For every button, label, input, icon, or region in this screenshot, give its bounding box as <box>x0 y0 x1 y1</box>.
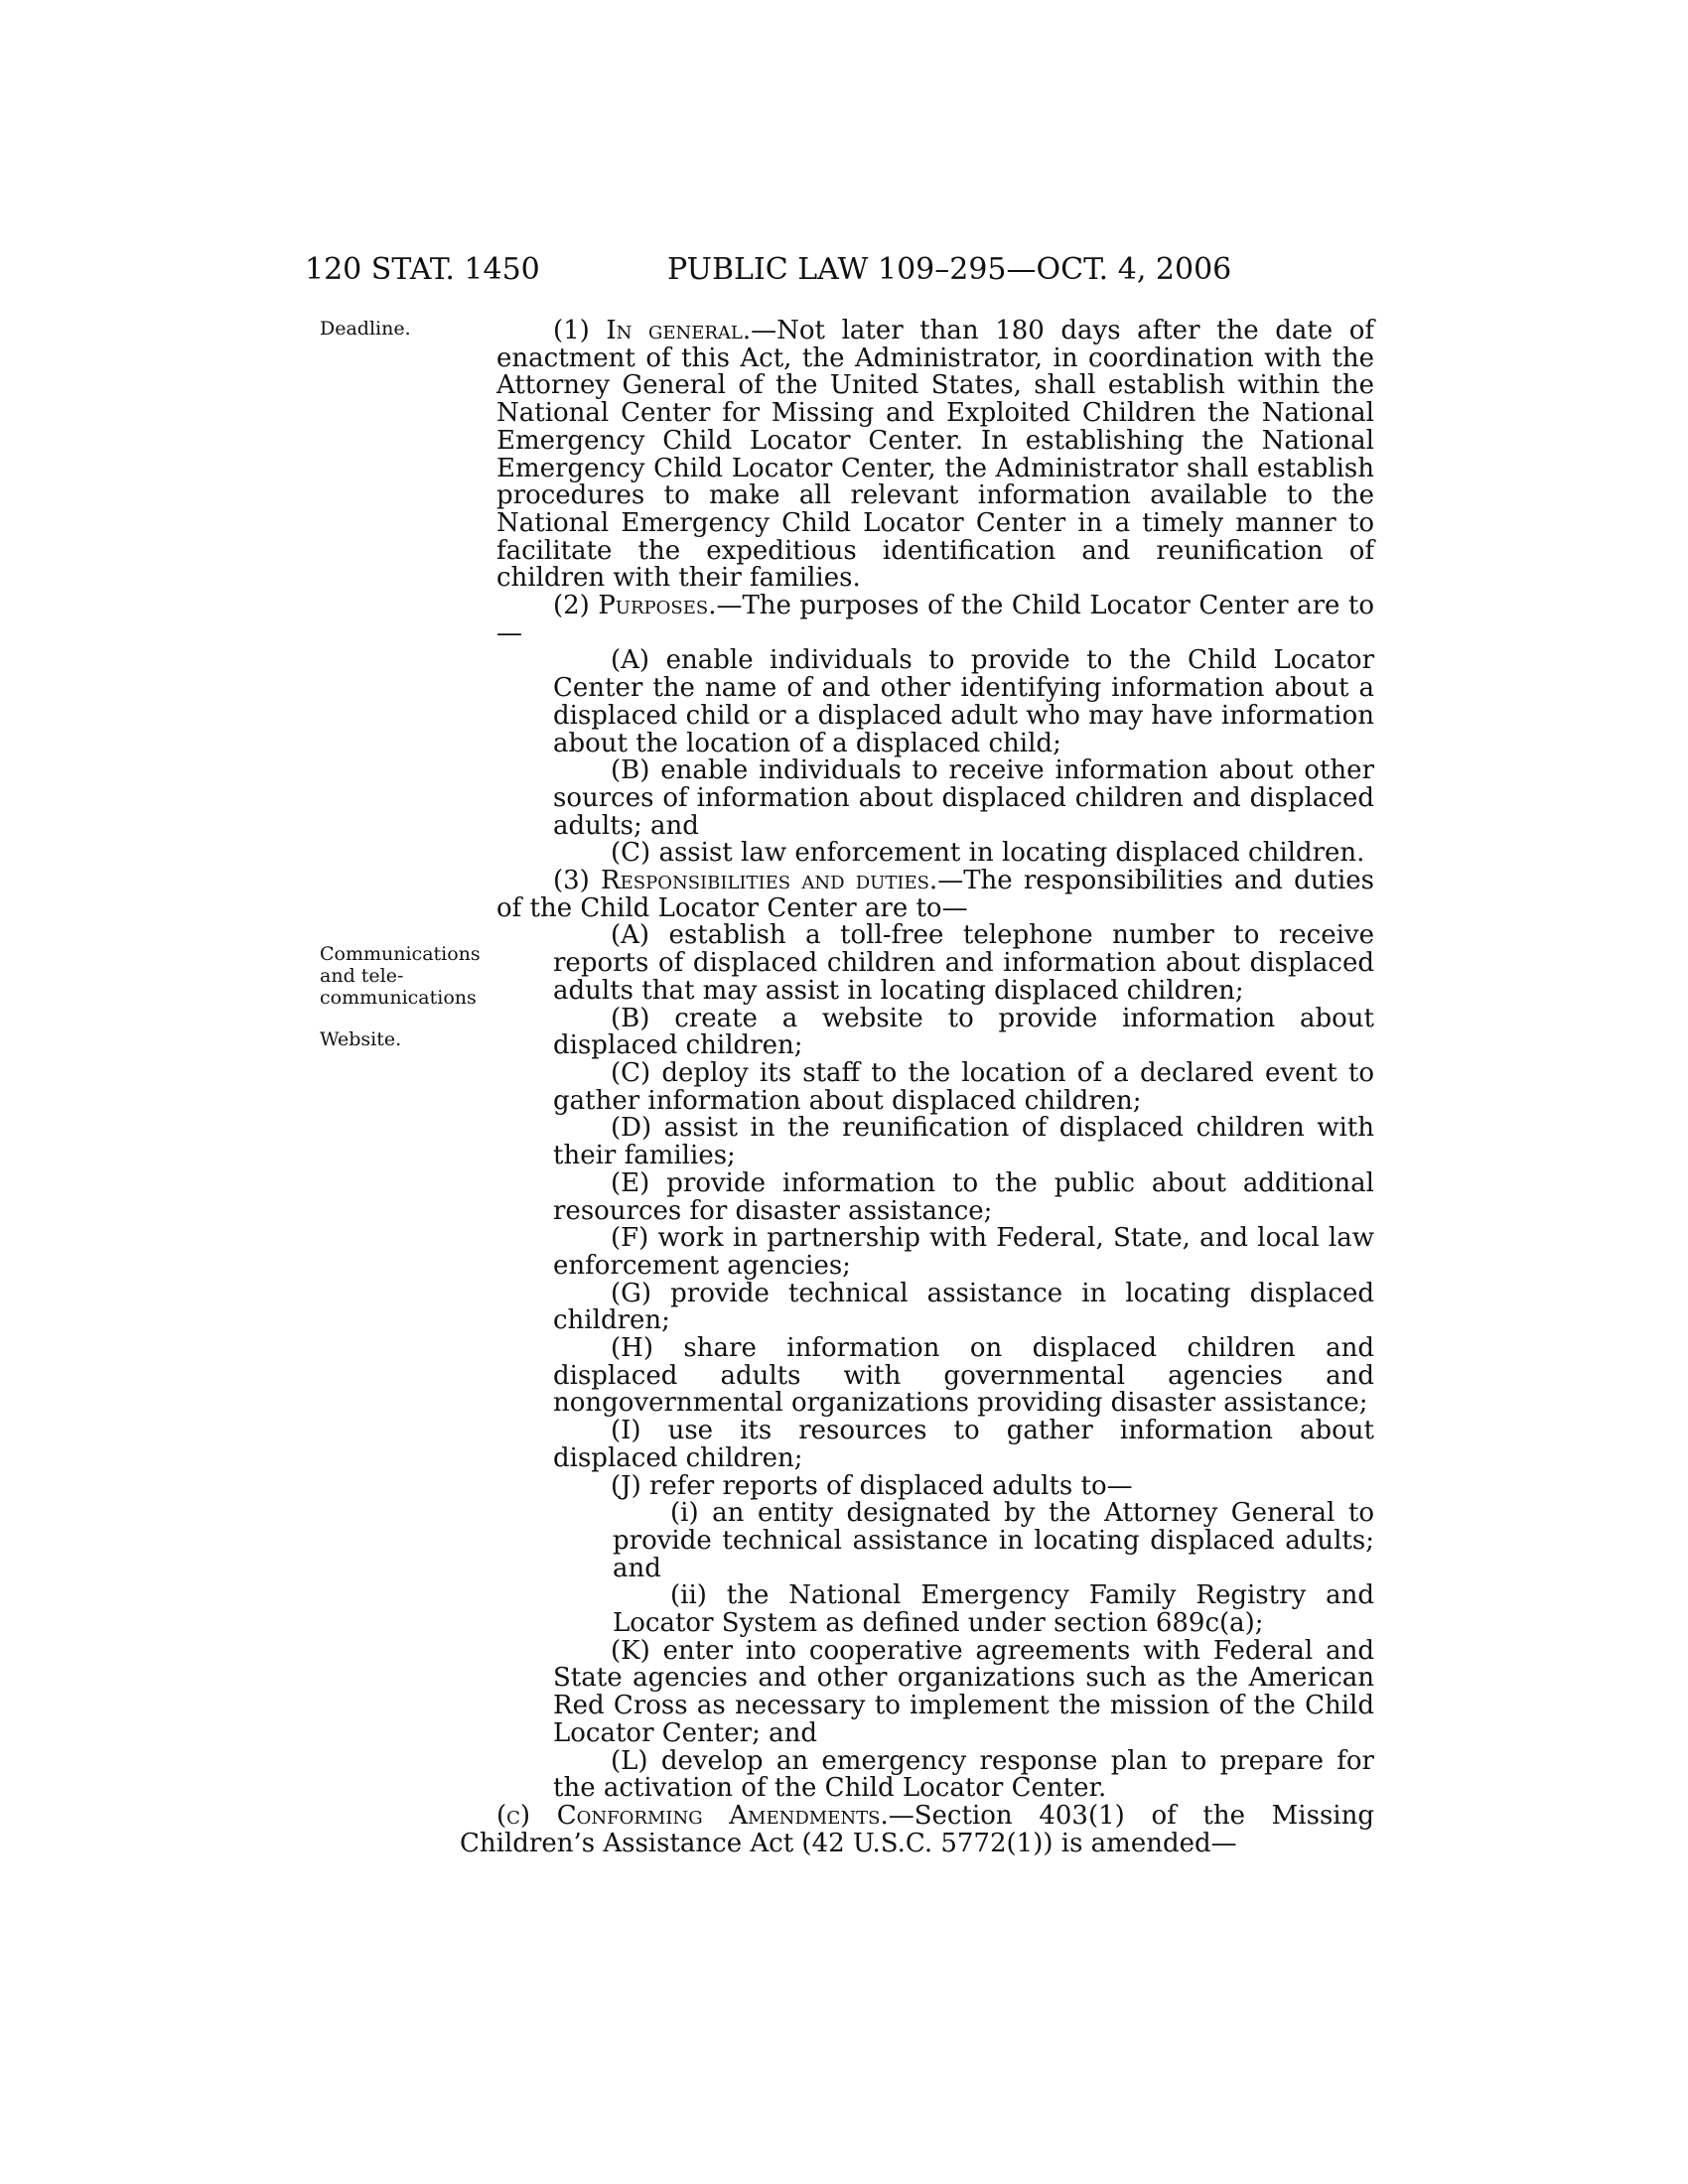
stat-page-number: 120 STAT. 1450 <box>305 252 540 287</box>
subparagraph-3j: (J) refer reports of displaced adults to— <box>611 1470 1133 1501</box>
paragraph-2 <box>496 593 1374 647</box>
margin-note-website: Website. <box>320 1028 402 1050</box>
subparagraph-3d: (D) assist in the reunification of displaced children with their families; <box>553 1113 1374 1171</box>
subparagraph-3e: (E) provide information to the public about additional resources for disaster assistance; <box>553 1167 1374 1226</box>
subparagraph-3c: (C) deploy its staff to the location of a declared event to gather information about displaced children; <box>553 1057 1374 1116</box>
subparagraph-3a: (A) establish a toll-free telephone number to receive reports of displaced children and information about displaced adults that may assist in locating displaced children; <box>553 920 1374 1006</box>
paragraph-2-text: —The purposes of the Child Locator Center are to— <box>496 591 1374 648</box>
paragraph-2-heading: (2) Purposes. <box>553 591 717 621</box>
paragraph-3 <box>496 868 1374 922</box>
subparagraph-2c: (C) assist law enforcement in locating displaced children. <box>611 838 1365 869</box>
subparagraph-3g: (G) provide technical assistance in locating displaced children; <box>553 1278 1374 1336</box>
subsection-c-text: —Section 403(1) of the Missing Children’s Assistance Act (42 U.S.C. 5772(1)) is amended— <box>460 1800 1374 1858</box>
subsection-c-heading: (c) Conforming Amendments. <box>496 1800 889 1831</box>
subparagraph-3b: (B) create a website to provide information about displaced children; <box>553 1003 1374 1061</box>
subparagraph-3k: (K) enter into cooperative agreements with Federal and State agencies and other organizations such as the American Red Cross as necessary to implement the mission of the Child Locator Center; and <box>553 1635 1374 1748</box>
paragraph-1-heading: (1) In general. <box>553 316 752 345</box>
subsection-c <box>460 1800 1374 1858</box>
subparagraph-3l: (L) develop an emergency response plan to prepare for the activation of the Child Locator Center. <box>553 1745 1374 1804</box>
paragraph-3-text: —The responsibilities and duties of the Child Locator Center are to— <box>496 866 1374 923</box>
subparagraph-2a: (A) enable individuals to provide to the Child Locator Center the name of and other identifying information about a displaced child or a displaced adult who may have information about the location of a displaced child; <box>553 645 1374 758</box>
paragraph-1 <box>496 318 1374 593</box>
paragraph-1-text: —Not later than 180 days after the date of enactment of this Act, the Administrator, in coordination with the Attorney General of the United States, shall establish within the National Center for Missing and Exploited Children the National Emergency Child Locator Center. In establishing the National Emergency Child Locator Center, the Administrator shall establish procedures to make all relevant information available to the National Emergency Child Locator Center in a timely manner to facilitate the expeditious identification and reunification of children with their families. <box>496 316 1375 594</box>
margin-note-communications: Communications and tele- communications <box>320 943 481 1009</box>
statute-body <box>460 316 1375 1858</box>
subparagraph-2b: (B) enable individuals to receive information about other sources of information about displaced children and displaced adults; and <box>553 755 1374 841</box>
clause-3j-ii: (ii) the National Emergency Family Registry and Locator System as defined under section 689c(a); <box>613 1580 1374 1639</box>
margin-note-deadline: Deadline. <box>320 318 411 340</box>
paragraph-3-heading: (3) Responsibilities and duties. <box>553 866 938 896</box>
running-head: PUBLIC LAW 109–295—OCT. 4, 2006 <box>667 252 1232 287</box>
subparagraph-3h: (H) share information on displaced children and displaced adults with governmental agencies and nongovernmental organizations providing disaster assistance; <box>553 1333 1374 1419</box>
subparagraph-3i: (I) use its resources to gather information about displaced children; <box>553 1416 1374 1473</box>
subparagraph-3f: (F) work in partnership with Federal, State, and local law enforcement agencies; <box>553 1223 1374 1281</box>
clause-3j-i: (i) an entity designated by the Attorney General to provide technical assistance in locating displaced adults; and <box>613 1498 1374 1583</box>
